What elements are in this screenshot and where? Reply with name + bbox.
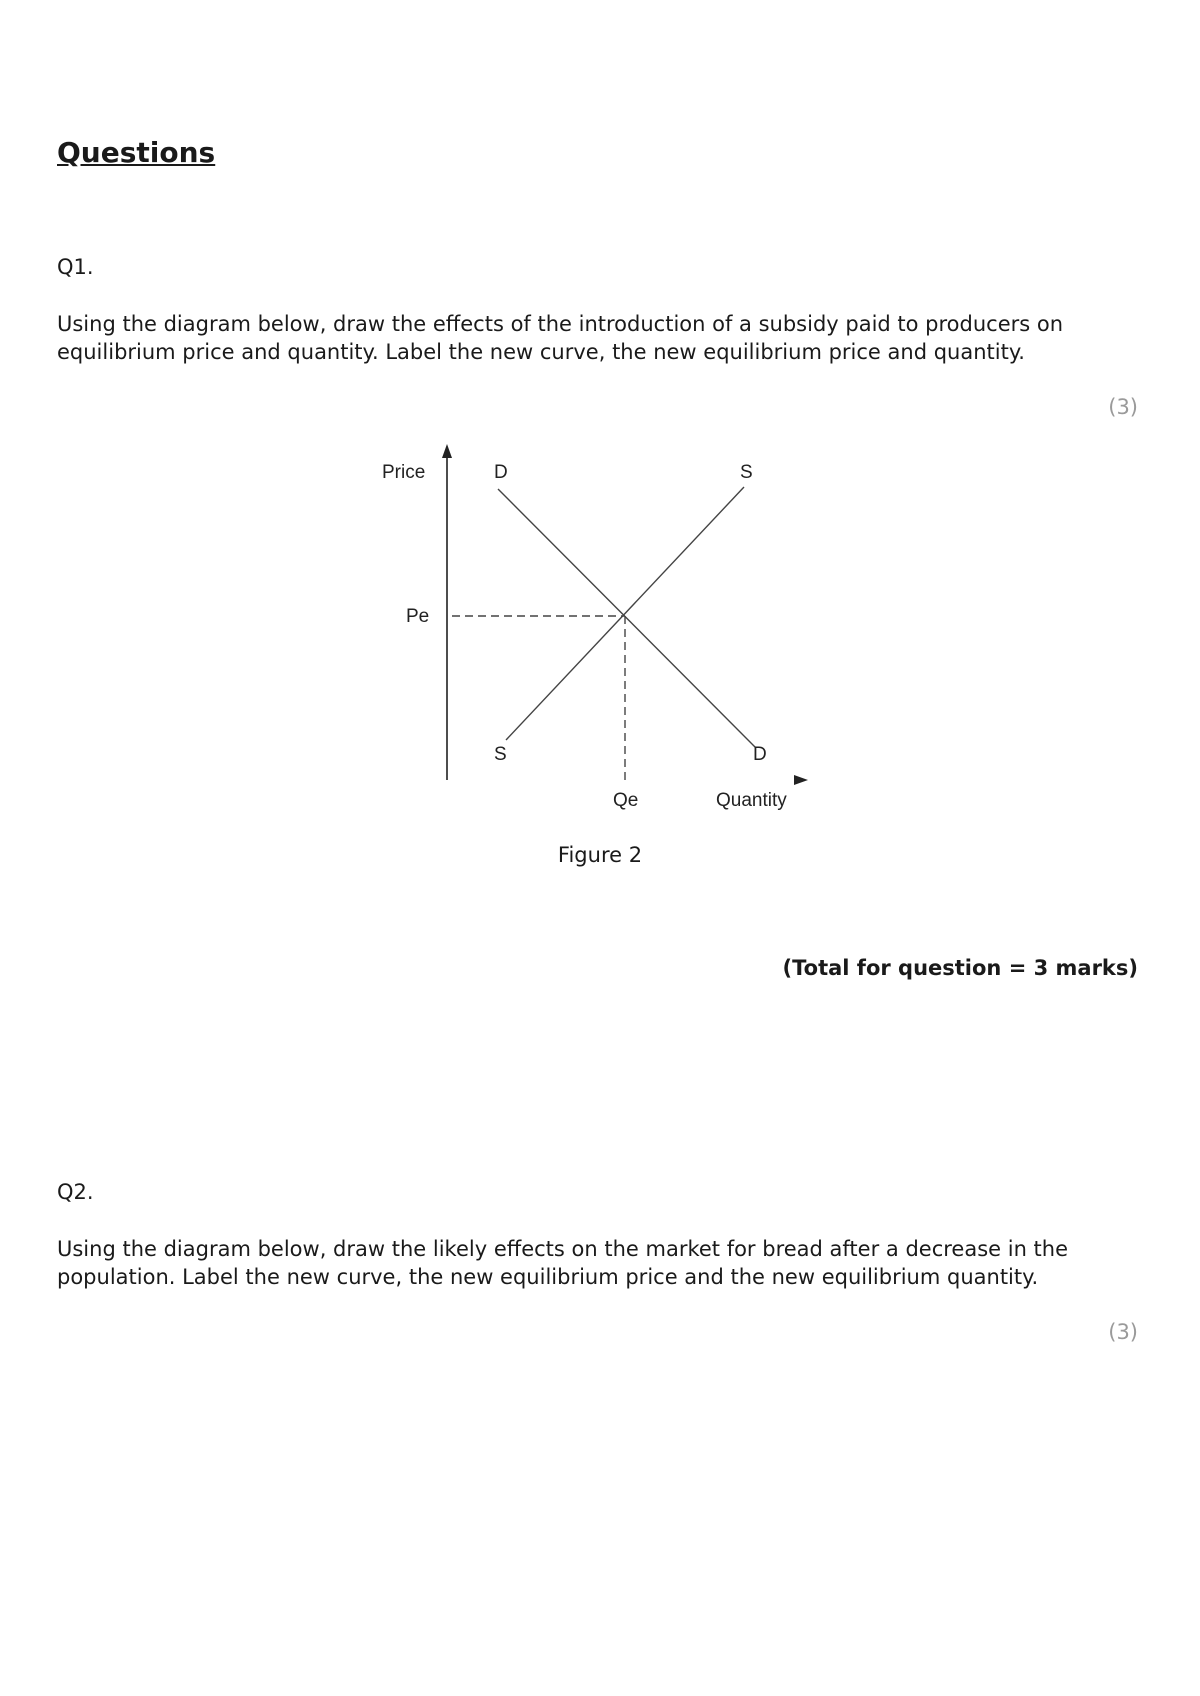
x-axis-label: Quantity <box>716 790 787 811</box>
demand-curve <box>498 489 756 748</box>
price-eq-label: Pe <box>406 606 430 627</box>
q2-question-text: Using the diagram below, draw the likely effects on the market for bread after a decrease in the population. Label the new curve, the new equilibrium price and the new equilibrium quantity. <box>57 1237 1069 1289</box>
demand-label-top: D <box>494 462 508 483</box>
quantity-axis-arrow <box>794 775 808 785</box>
price-axis-arrow <box>442 444 452 458</box>
supply-label-top: S <box>740 462 753 483</box>
q1-total-marks: (Total for question = 3 marks) <box>782 956 1138 980</box>
figure-caption: Figure 2 <box>557 843 643 867</box>
q2-number: Q2. <box>57 1180 94 1204</box>
qty-eq-label: Qe <box>613 790 639 811</box>
demand-label-bottom: D <box>753 744 767 765</box>
supply-label-bottom: S <box>494 744 507 765</box>
q2-marks: (3) <box>1108 1320 1138 1344</box>
q1-number: Q1. <box>57 255 94 279</box>
page-heading: Questions <box>57 136 216 169</box>
y-axis-label: Price <box>382 462 426 483</box>
supply-curve <box>506 487 744 740</box>
q1-question-text: Using the diagram below, draw the effects of the introduction of a subsidy paid to producers on equilibrium price and quantity. Label the new curve, the new equilibrium price and quantity. <box>57 312 1064 364</box>
supply-demand-diagram <box>370 440 830 820</box>
q1-marks: (3) <box>1108 395 1138 419</box>
